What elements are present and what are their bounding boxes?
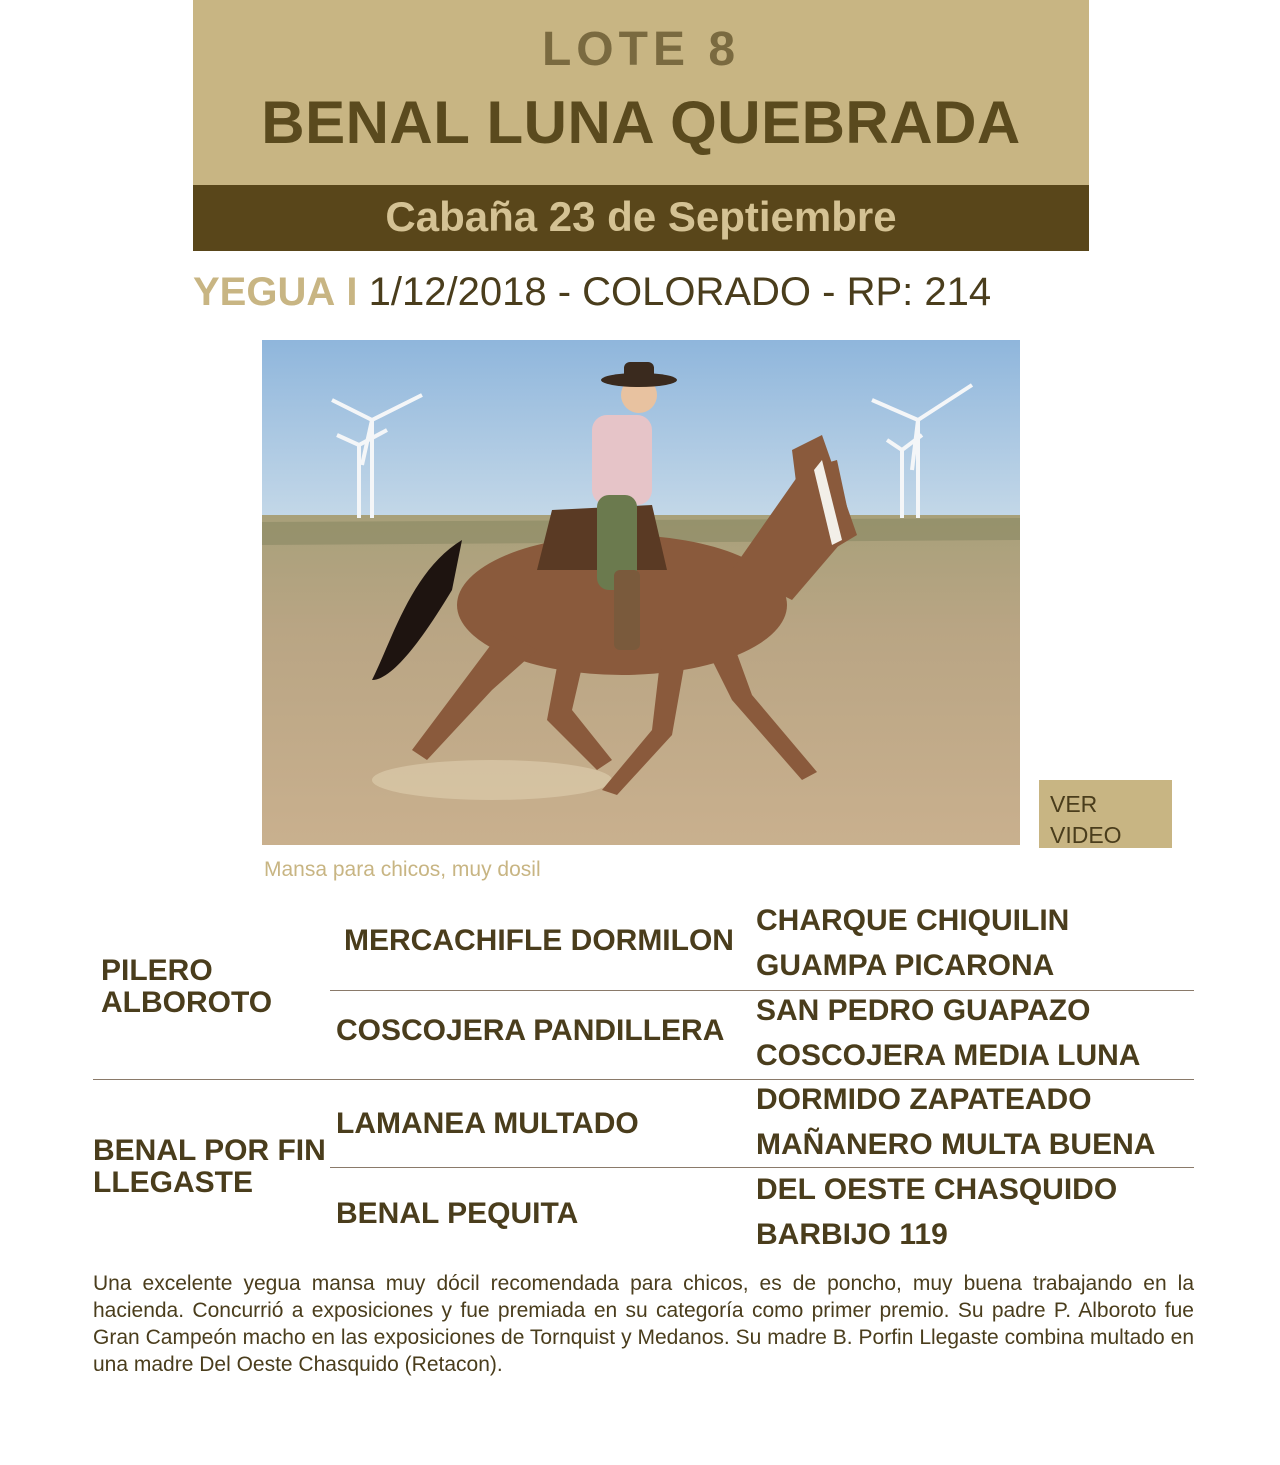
pedigree-dam-dam: BENAL PEQUITA xyxy=(336,1197,579,1230)
pedigree-divider xyxy=(330,990,1194,991)
lot-number: LOTE 8 xyxy=(541,23,741,76)
horse-photo xyxy=(262,340,1020,845)
pedigree-sire-sire-dam: GUAMPA PICARONA xyxy=(756,949,1055,982)
lot-header xyxy=(193,0,1089,185)
horse-info-line xyxy=(193,270,991,315)
breeder-bar xyxy=(193,185,1089,251)
watch-video-button[interactable] xyxy=(1039,780,1172,848)
horse-sex: YEGUA xyxy=(193,270,336,314)
breeder-name: Cabaña 23 de Septiembre xyxy=(385,193,897,240)
pedigree-dam-dam-sire: DEL OESTE CHASQUIDO xyxy=(756,1173,1118,1206)
pedigree-divider xyxy=(93,1079,1194,1080)
watch-video-label: VER VIDEO xyxy=(1050,791,1122,848)
pedigree-sire-sire-sire: CHARQUE CHIQUILIN xyxy=(756,904,1070,937)
pedigree-dam: BENAL POR FIN LLEGASTE xyxy=(93,1134,326,1199)
pedigree-divider xyxy=(330,1167,1194,1168)
pedigree-dam-dam-dam: BARBIJO 119 xyxy=(756,1218,948,1251)
pedigree-dam-sire-dam: MAÑANERO MULTA BUENA xyxy=(756,1128,1156,1161)
pedigree-sire-sire: MERCACHIFLE DORMILON xyxy=(344,924,734,957)
pedigree-sire-dam-dam: COSCOJERA MEDIA LUNA xyxy=(756,1039,1141,1072)
photo-caption: Mansa para chicos, muy dosil xyxy=(264,858,541,881)
pedigree-sire-dam-sire: SAN PEDRO GUAPAZO xyxy=(756,994,1091,1027)
pedigree-sire-dam: COSCOJERA PANDILLERA xyxy=(336,1014,725,1047)
info-separator: I xyxy=(346,270,358,314)
horse-details: 1/12/2018 - COLORADO - RP: 214 xyxy=(368,270,992,314)
horse-name: BENAL LUNA QUEBRADA xyxy=(261,89,1021,156)
pedigree-dam-sire: LAMANEA MULTADO xyxy=(336,1107,639,1140)
horse-description: Una excelente yegua mansa muy dócil recomendada para chicos, es de poncho, muy buena trabajando en la hacienda. Concurrió a exposiciones y fue premiada en su categoría como primer premio. Su padre P. Alboroto fue Gran Campeón macho en las exposiciones de Tornquist y Medanos. Su madre B. Porfin Llegaste combina multado en una madre Del Oeste Chasquido (Retacon). xyxy=(93,1272,1194,1376)
pedigree-dam-sire-sire: DORMIDO ZAPATEADO xyxy=(756,1083,1092,1116)
pedigree-sire: PILERO ALBOROTO xyxy=(101,954,273,1019)
